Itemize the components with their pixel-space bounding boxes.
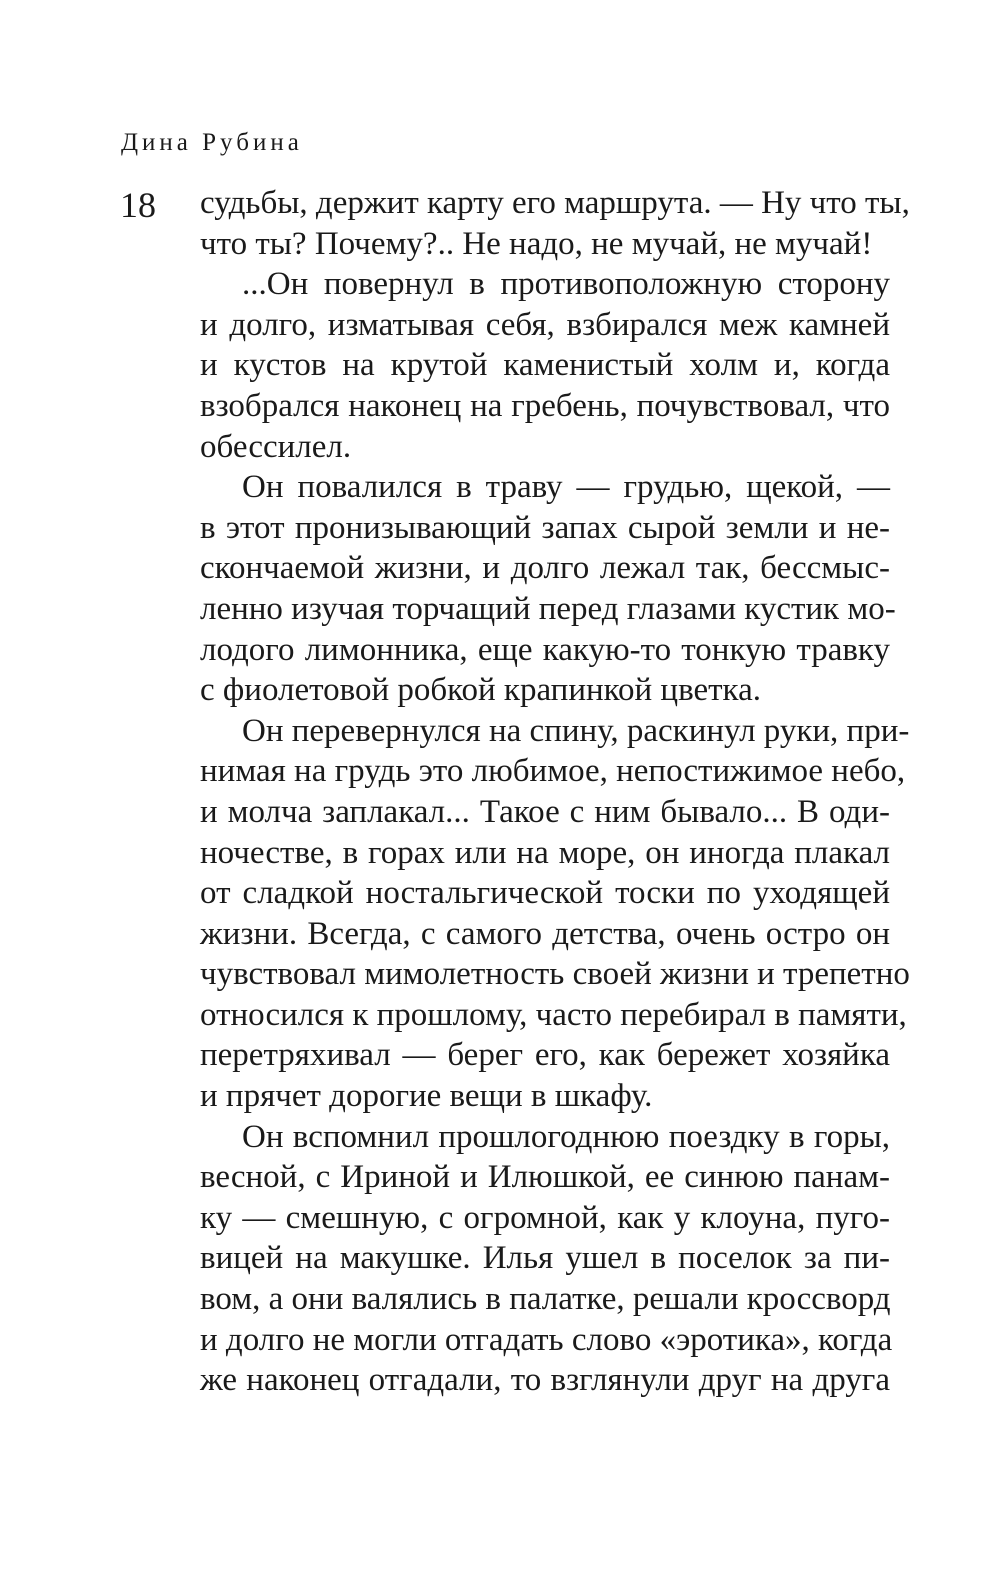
page-number: 18 [120,185,156,225]
text-line: ленно изучая торчащий перед глазами кустик мо- [200,590,896,627]
text-line: от сладкой ностальгической тоски по уходящей [200,875,890,912]
text-line: и прячет дорогие вещи в шкафу. [200,1078,653,1115]
text-line: весной, с Ириной и Илюшкой, ее синюю панам- [200,1159,890,1196]
body-text [200,183,910,1401]
text-line: и долго, изматывая себя, взбирался меж камней [200,306,890,343]
paragraph [200,1117,893,1401]
text-line: Он вспомнил прошлогоднюю поездку в горы, [242,1118,890,1155]
text-line: судьбы, держит карту его маршрута. — Ну что ты, [200,185,910,221]
paragraph [200,183,910,264]
running-head-author: Дина Рубина [121,129,303,156]
text-line: и кустов на крутой каменистый холм и, когда [200,347,890,384]
paragraph [200,711,910,1117]
text-line: жизни. Всегда, с самого детства, очень остро он [200,915,890,952]
text-line: скончаемой жизни, и долго лежал так, бессмыс- [200,550,890,587]
text-line: чувствовал мимолетность своей жизни и трепетно [200,956,910,993]
text-line: и молча заплакал... Такое с ним бывало... В оди- [200,793,890,830]
text-line: ку — смешную, с огромной, как у клоуна, пуго- [200,1199,890,1236]
text-line: с фиолетовой робкой крапинкой цветка. [200,672,761,709]
text-line: в этот пронизывающий запах сырой земли и не- [200,509,890,546]
text-line: взобрался наконец на гребень, почувствовал, что [200,387,890,424]
text-line: и долго не могли отгадать слово «эротика», когда [200,1321,893,1358]
text-line: Он перевернулся на спину, раскинул руки, при- [242,712,910,749]
text-line: перетряхивал — берег его, как бережет хозяйка [200,1037,890,1074]
text-line: же наконец отгадали, то взглянули друг на друга [200,1362,890,1399]
text-line: относился к прошлому, часто перебирал в памяти, [200,996,907,1033]
text-line: обессилел. [200,428,352,465]
text-line: ночестве, в горах или на море, он иногда плакал [200,834,890,871]
text-line: нимая на грудь это любимое, непостижимое небо, [200,753,906,790]
text-line: ...Он повернул в противоположную сторону [242,266,890,303]
text-line: что ты? Почему?.. Не надо, не мучай, не мучай! [200,225,873,262]
text-line: Он повалился в траву — грудью, щекой, — [242,469,890,506]
paragraph [200,467,896,711]
text-line: вом, а они валялись в палатке, решали кроссворд [200,1281,891,1318]
text-line: вицей на макушке. Илья ушел в поселок за пи- [200,1240,890,1277]
paragraph [200,264,890,467]
text-line: лодого лимонника, еще какую-то тонкую травку [200,631,890,668]
